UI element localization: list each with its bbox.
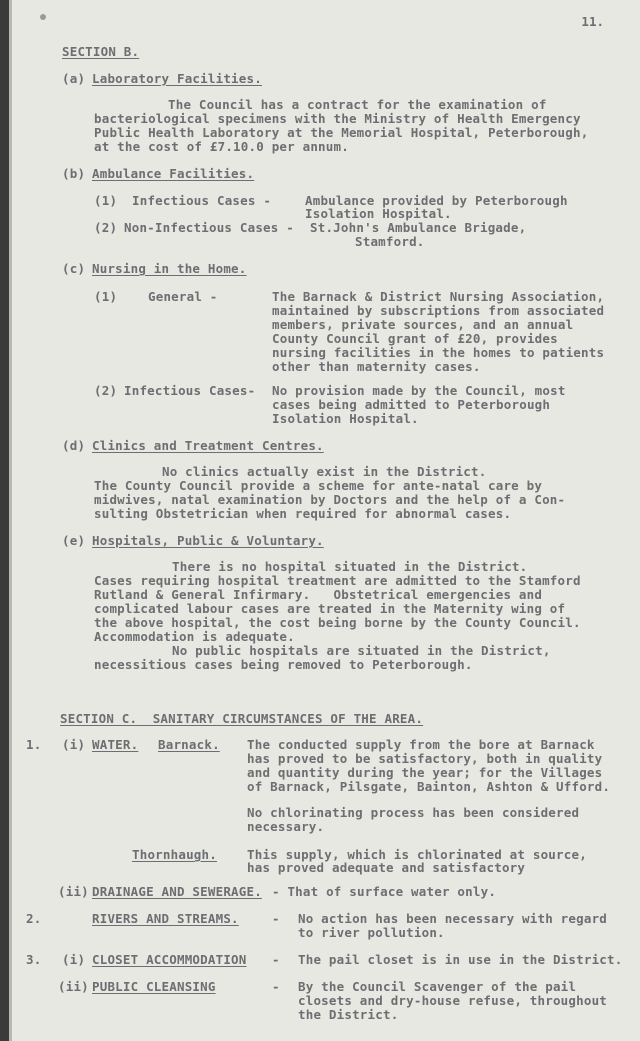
item-c1-desc: maintained by subscriptions from associated (272, 303, 605, 318)
item-3b-title: PUBLIC CLEANSING (92, 979, 216, 994)
section-b-heading: SECTION B. (62, 44, 140, 59)
item-b2-label: (2) (94, 220, 118, 235)
item-3b-desc: the District. (298, 1007, 399, 1022)
item-e-line: Cases requiring hospital treatment are admitted to the Stamford (94, 573, 581, 588)
item-3-number: 3. (26, 952, 42, 967)
item-3b-label: (ii) (58, 979, 89, 994)
item-e-label: (e) (62, 533, 86, 548)
item-1-desc2: No chlorinating process has been considered (247, 805, 580, 820)
item-b2-desc: Stamford. (355, 234, 425, 249)
item-c2-text: Infectious Cases- (124, 383, 256, 398)
item-c1-desc: members, private sources, and an annual (272, 317, 574, 332)
item-b1-label: (1) (94, 193, 118, 208)
item-e-line: Rutland & General Infirmary. Obstetrical emergencies and (94, 587, 543, 602)
item-e-line: necessitious cases being removed to Peterborough. (94, 657, 473, 672)
item-3b-desc: By the Council Scavenger of the pail (298, 979, 577, 994)
item-c1-desc: other than maternity cases. (272, 359, 481, 374)
item-3b-desc: closets and dry-house refuse, throughout (298, 993, 608, 1008)
item-d-line: The County Council provide a scheme for ante-natal care by (94, 478, 543, 493)
item-a-line: The Council has a contract for the examination of (168, 97, 547, 112)
item-e-line: There is no hospital situated in the District. (172, 559, 528, 574)
item-1-desc: and quantity during the year; for the Villages (247, 765, 603, 780)
item-a-line: at the cost of £7.10.0 per annum. (94, 139, 349, 154)
item-e-line: the above hospital, the cost being borne by the County Council. (94, 615, 581, 630)
item-e-line: complicated labour cases are treated in the Maternity wing of (94, 601, 566, 616)
item-d-title: Clinics and Treatment Centres. (92, 438, 324, 453)
item-b2-desc: St.John's Ambulance Brigade, (310, 220, 527, 235)
item-1b-place: Thornhaugh. (132, 847, 217, 862)
item-1-desc: The conducted supply from the bore at Barnack (247, 737, 595, 752)
item-2-desc: No action has been necessary with regard (298, 911, 608, 926)
item-e-line: Accommodation is adequate. (94, 629, 295, 644)
item-2-desc: to river pollution. (298, 925, 445, 940)
item-c2-desc: cases being admitted to Peterborough (272, 397, 551, 412)
section-c-heading: SECTION C. SANITARY CIRCUMSTANCES OF THE AREA. (60, 711, 424, 726)
item-1-label: (i) (62, 737, 86, 752)
item-c1-desc: County Council grant of £20, provides (272, 331, 558, 346)
scan-edge-shadow (9, 0, 12, 1041)
item-3-title: CLOSET ACCOMMODATION (92, 952, 247, 967)
item-a-line: bacteriological specimens with the Ministry of Health Emergency (94, 111, 581, 126)
item-1b-desc: This supply, which is chlorinated at source, (247, 847, 587, 862)
item-c2-label: (2) (94, 383, 118, 398)
item-a-line: Public Health Laboratory at the Memorial Hospital, Peterborough, (94, 125, 589, 140)
item-b-label: (b) (62, 166, 86, 181)
item-1b-desc: has proved adequate and satisfactory (247, 860, 526, 875)
item-1-place: Barnack. (158, 737, 220, 752)
item-b1-text: Infectious Cases - (132, 193, 272, 208)
item-3-desc: The pail closet is in use in the District. (298, 952, 623, 967)
item-d-line: sulting Obstetrician when required for abnormal cases. (94, 506, 512, 521)
item-3b-dash: - (272, 979, 280, 994)
item-c1-desc: nursing facilities in the homes to patients (272, 345, 605, 360)
punch-mark (40, 14, 46, 20)
item-1-desc2: necessary. (247, 819, 325, 834)
item-d-line: midwives, natal examination by Doctors and the help of a Con- (94, 492, 566, 507)
item-c2-desc: Isolation Hospital. (272, 411, 419, 426)
item-2-number: 2. (26, 911, 42, 926)
item-ii-title: DRAINAGE AND SEWERAGE. (92, 884, 262, 899)
item-c1-label: (1) (94, 289, 118, 304)
item-1-desc: of Barnack, Pilsgate, Bainton, Ashton & Ufford. (247, 779, 611, 794)
item-c1-desc: The Barnack & District Nursing Association, (272, 289, 605, 304)
item-a-label: (a) (62, 71, 86, 86)
item-c1-text: General - (148, 289, 218, 304)
item-d-label: (d) (62, 438, 86, 453)
item-1-title: WATER. (92, 737, 139, 752)
item-1-number: 1. (26, 737, 42, 752)
item-a-title: Laboratory Facilities. (92, 71, 262, 86)
item-ii-label: (ii) (58, 884, 89, 899)
item-b1-desc: Isolation Hospital. (305, 206, 452, 221)
page-number: 11. (581, 14, 604, 29)
item-c-title: Nursing in the Home. (92, 261, 247, 276)
item-ii-desc: - That of surface water only. (272, 884, 497, 899)
item-b1-desc: Ambulance provided by Peterborough (305, 193, 568, 208)
item-3-dash: - (272, 952, 280, 967)
item-e-title: Hospitals, Public & Voluntary. (92, 533, 324, 548)
item-c2-desc: No provision made by the Council, most (272, 383, 566, 398)
item-3-label: (i) (62, 952, 86, 967)
item-1-desc: has proved to be satisfactory, both in quality (247, 751, 603, 766)
item-c-label: (c) (62, 261, 86, 276)
scan-edge (0, 0, 9, 1041)
item-d-line: No clinics actually exist in the District. (162, 464, 487, 479)
item-2-dash: - (272, 911, 280, 926)
item-b-title: Ambulance Facilities. (92, 166, 255, 181)
item-e-line: No public hospitals are situated in the District, (172, 643, 551, 658)
item-2-title: RIVERS AND STREAMS. (92, 911, 239, 926)
item-b2-text: Non-Infectious Cases - (124, 220, 294, 235)
